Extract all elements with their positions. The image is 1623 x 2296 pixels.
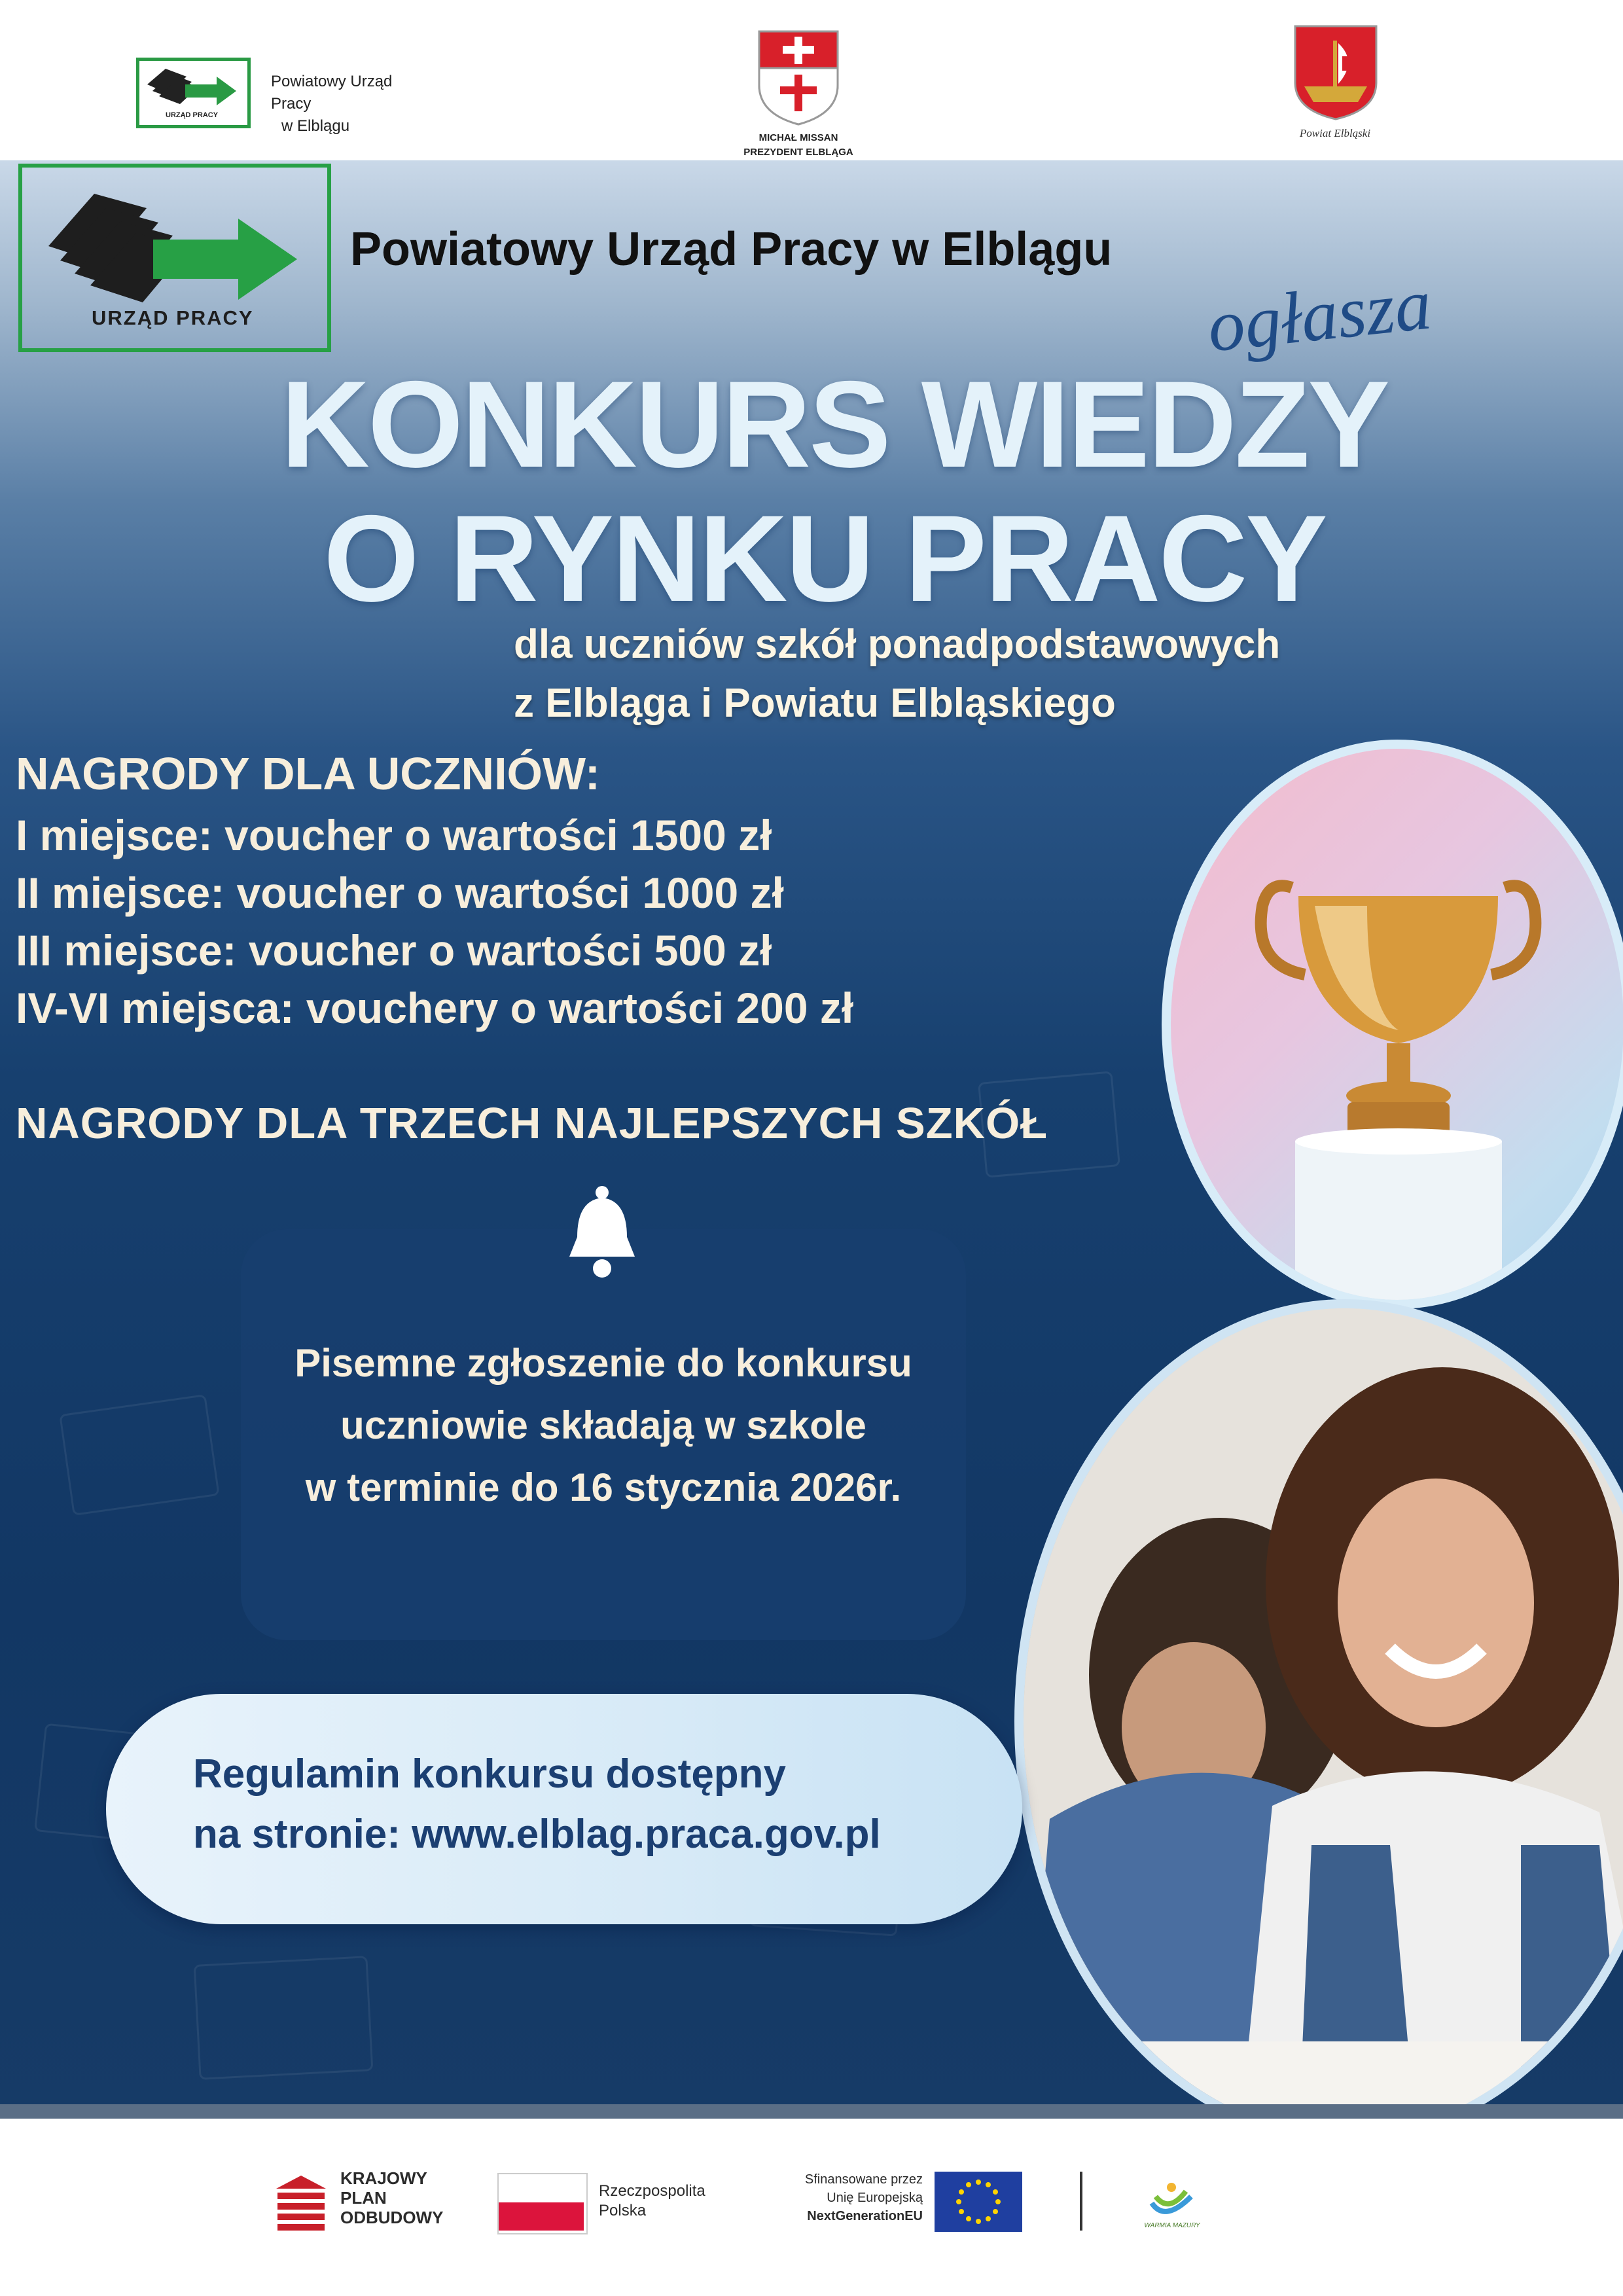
announces-script: ogłasza [1204,263,1435,368]
regulations-line1: Regulamin konkursu dostępny [193,1751,787,1797]
city-crest-caption [723,131,874,160]
powiat-crest-caption: Powiat Elbląski [1299,127,1371,139]
city-crest-caption-line2: PREZYDENT ELBLĄGA [743,147,853,158]
audience-line2: z Elbląga i Powiatu Elbląskiego [514,681,1116,726]
poland-flag-red [499,2202,584,2231]
school-prizes-heading: NAGRODY DLA TRZECH NAJLEPSZYCH SZKÓŁ [16,1099,1048,1148]
notice-line1: Pisemne zgłoszenie do konkursu [294,1341,912,1385]
audience-line1: dla uczniów szkół ponadpodstawowych [514,622,1281,667]
pup-small-logo [136,58,251,128]
eu-funding-text [759,2170,923,2225]
poster-bottom-edge [0,2104,1623,2119]
contest-title-line2: O RYNKU PRACY [323,490,1326,627]
rzeczpospolita-text: Rzeczpospolita Polska [599,2182,705,2219]
prize-2nd: II miejsce: voucher o wartości 1000 zł [16,869,784,917]
powiat-crest-icon [1293,24,1379,122]
pup-small-line2: w Elblągu [281,117,350,135]
eu-line2: Unię Europejską [827,2191,923,2205]
contest-audience [514,615,1280,733]
eu-flag-icon [935,2172,1022,2232]
svg-text:URZĄD PRACY: URZĄD PRACY [166,111,219,119]
city-crest-caption-line1: MICHAŁ MISSAN [758,132,838,143]
warmia-mazury-logo-icon [1145,2177,1198,2229]
warmia-mazury-text: WARMIA MAZURY [1144,2222,1200,2229]
notice-line3: w terminie do 16 stycznia 2026r. [305,1465,902,1509]
pup-small-text [271,71,428,137]
poland-flag-white [499,2174,584,2202]
prize-3rd: III miejsce: voucher o wartości 500 zł [16,926,772,975]
student-prizes-heading: NAGRODY DLA UCZNIÓW: [16,748,601,799]
notice-line2: uczniowie składają w szkole [340,1403,866,1447]
pup-main-logo-label: URZĄD PRACY [92,306,254,329]
bell-icon [563,1183,641,1282]
regulations-link[interactable]: na stronie: www.elblag.praca.gov.pl [193,1812,881,1857]
eu-line3: NextGenerationEU [807,2209,923,2223]
kpo-logo-icon [275,2174,327,2231]
eu-line1: Sfinansowane przez [804,2172,923,2187]
prize-4th-6th: IV-VI miejsca: vouchery o wartości 200 zł [16,984,854,1032]
trophy-photo [1162,740,1623,1309]
organizer-title: Powiatowy Urząd Pracy w Elblągu [350,223,1113,276]
registration-notice-text [241,1332,966,1518]
kpo-text: KRAJOWY PLAN ODBUDOWY [340,2168,444,2227]
prize-1st: I miejsce: voucher o wartości 1500 zł [16,811,772,859]
contest-title-line1: KONKURS WIEDZY [281,355,1388,493]
footer-divider [1080,2172,1082,2231]
elblag-city-crest-icon [757,29,840,127]
regulations-text [193,1744,881,1865]
pup-small-line1: Powiatowy Urząd Pracy [271,73,393,113]
